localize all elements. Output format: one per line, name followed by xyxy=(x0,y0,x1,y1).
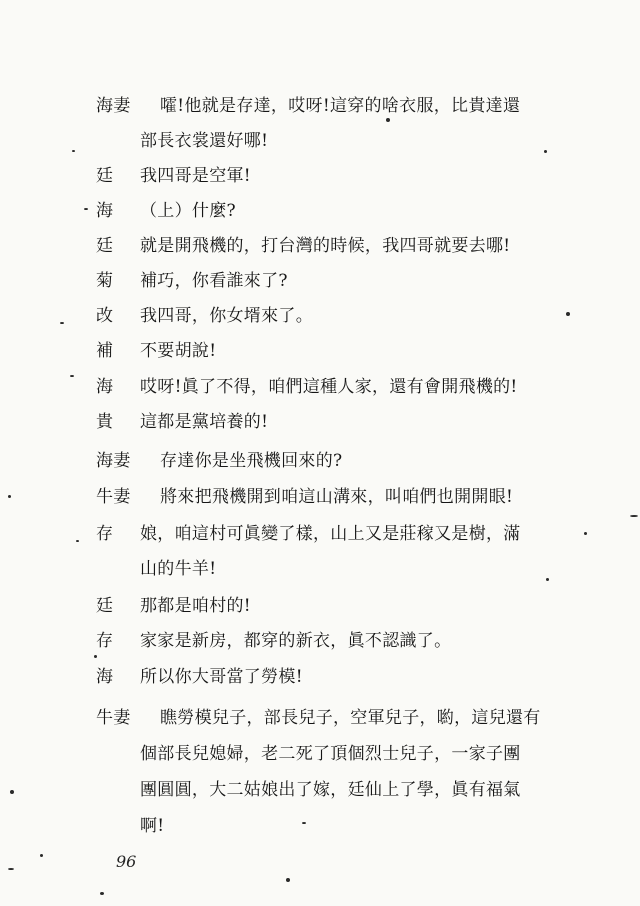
speech-text: 啊! xyxy=(140,816,165,836)
speech-text: 團圓圓，大二姑娘出了嫁，廷仙上了學，眞有福氣 xyxy=(140,780,521,800)
speech-text: 那都是咱村的! xyxy=(140,596,251,616)
speaker-name: 補 xyxy=(96,341,114,361)
speech-text: 個部長兒媳婦，老二死了頂個烈士兒子，一家子團 xyxy=(140,744,521,764)
speech-text: 哎呀!眞了不得，咱們這種人家，還有會開飛機的! xyxy=(140,377,518,397)
speech-text: 補巧，你看誰來了? xyxy=(140,271,288,291)
speaker-name: 菊 xyxy=(96,271,114,291)
speech-text: 娘，咱這村可眞變了樣，山上又是莊稼又是樹，滿 xyxy=(140,524,521,544)
speech-text: （上）什麼? xyxy=(140,201,236,221)
scan-speck xyxy=(70,375,74,377)
page-number: 96 xyxy=(116,852,137,871)
speaker-name: 海妻 xyxy=(96,96,131,116)
speech-text: 瞧勞模兒子，部長兒子，空軍兒子，喲，這兒還有 xyxy=(160,708,541,728)
speaker-name: 廷 xyxy=(96,236,114,256)
scan-speck xyxy=(546,578,549,581)
scan-speck xyxy=(94,655,97,658)
scan-speck xyxy=(84,208,88,210)
scan-speck xyxy=(544,150,547,153)
speech-text: 嚯!他就是存達，哎呀!這穿的啥衣服，比貴達還 xyxy=(160,96,521,116)
scan-speck xyxy=(10,790,14,794)
speaker-name: 牛妻 xyxy=(96,487,131,507)
speaker-name: 存 xyxy=(96,524,114,544)
speaker-name: 海 xyxy=(96,377,114,397)
speech-text: 我四哥，你女壻來了。 xyxy=(140,306,313,326)
scan-speck xyxy=(584,532,587,535)
speech-text: 部長衣裳還好哪! xyxy=(140,131,269,151)
scan-speck xyxy=(40,854,43,857)
speaker-name: 改 xyxy=(96,306,114,326)
speech-text: 我四哥是空軍! xyxy=(140,166,251,186)
speaker-name: 廷 xyxy=(96,166,114,186)
scan-speck xyxy=(302,822,306,824)
speech-text: 這都是黨培養的! xyxy=(140,412,269,432)
speech-text: 所以你大哥當了勞模! xyxy=(140,667,303,687)
scan-speck xyxy=(8,495,11,498)
speech-text: 就是開飛機的，打台灣的時候，我四哥就要去哪! xyxy=(140,236,511,256)
speaker-name: 海 xyxy=(96,201,114,221)
scan-speck xyxy=(100,892,104,895)
speaker-name: 存 xyxy=(96,631,114,651)
speaker-name: 貴 xyxy=(96,412,114,432)
speaker-name: 海妻 xyxy=(96,451,131,471)
scan-speck xyxy=(630,515,638,517)
speech-text: 家家是新房，都穿的新衣，眞不認識了。 xyxy=(140,631,452,651)
scan-speck xyxy=(76,540,79,542)
scan-speck xyxy=(8,868,14,870)
speaker-name: 牛妻 xyxy=(96,708,131,728)
speaker-name: 廷 xyxy=(96,596,114,616)
scan-speck xyxy=(286,878,290,882)
scan-speck xyxy=(566,312,570,316)
speech-text: 不要胡說! xyxy=(140,341,217,361)
speech-text: 山的牛羊! xyxy=(140,559,217,579)
scan-speck xyxy=(72,150,75,152)
speech-text: 存達你是坐飛機回來的? xyxy=(160,451,343,471)
speech-text: 將來把飛機開到咱這山溝來，叫咱們也開開眼! xyxy=(160,487,514,507)
speaker-name: 海 xyxy=(96,667,114,687)
scan-speck xyxy=(386,118,390,122)
scan-speck xyxy=(60,322,64,324)
